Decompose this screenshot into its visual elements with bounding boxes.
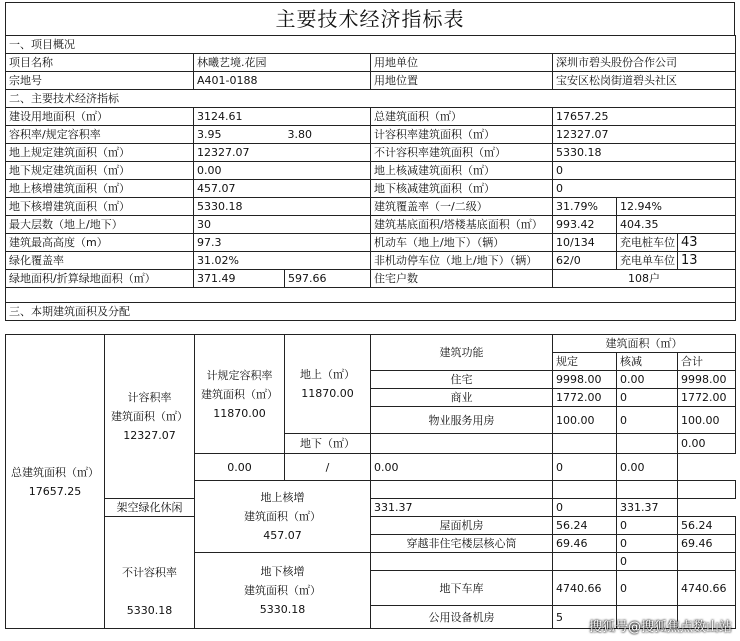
func-cell xyxy=(371,434,553,454)
cell: 97.3 xyxy=(194,234,371,252)
jr-area-cell xyxy=(105,335,195,499)
cell: 10/134 xyxy=(553,234,617,252)
func-cell xyxy=(371,481,553,499)
cell: 3.95 xyxy=(194,126,285,144)
cell: 100.00 xyxy=(678,407,736,434)
cell: 0.00 xyxy=(194,162,371,180)
cell: 机动车（地上/地下）（辆） xyxy=(371,234,553,252)
cell xyxy=(678,553,736,571)
cell xyxy=(617,481,678,499)
above-increase-unit: 建筑面积（㎡） xyxy=(244,510,321,523)
cell: 0 xyxy=(553,499,617,517)
cell: 5 xyxy=(553,606,617,629)
cell: 12.94% xyxy=(617,198,736,216)
below-increase-label: 地下核增 xyxy=(260,565,305,578)
cell: 林曦艺境.花园 xyxy=(194,54,371,72)
jr-value: 12327.07 xyxy=(123,429,176,442)
cell: 建筑覆盖率（一/二级） xyxy=(371,198,553,216)
func-cell: 物业服务用房 xyxy=(371,407,553,434)
below-increase-cell xyxy=(195,553,371,629)
non-far-value: 5330.18 xyxy=(126,604,173,617)
cell: 计容积率建筑面积（㎡） xyxy=(371,126,553,144)
cell: A401-0188 xyxy=(194,72,371,90)
cell: 31.02% xyxy=(194,252,371,270)
func-cell: 住宅 xyxy=(371,371,553,389)
cell: 0.00 xyxy=(678,434,736,454)
cell: 43 xyxy=(678,234,736,252)
cell: 绿地面积/折算绿地面积（㎡） xyxy=(6,270,194,288)
watermark: 搜狐号@搜狐焦点数山站 xyxy=(588,620,732,635)
cell: 30 xyxy=(194,216,371,234)
cell: 5330.18 xyxy=(194,198,371,216)
gd-value: 11870.00 xyxy=(213,406,266,420)
cell: 地上核增建筑面积（㎡） xyxy=(6,180,194,198)
cell: 69.46 xyxy=(678,535,736,553)
cell: 深圳市碧头股份合作公司 xyxy=(553,54,736,72)
cell: 0.00 xyxy=(617,454,678,481)
cell: 0 xyxy=(617,389,678,407)
func-cell xyxy=(371,553,553,571)
func-cell: / xyxy=(285,454,371,481)
cell: 56.24 xyxy=(553,517,617,535)
cell: 地下核增建筑面积（㎡） xyxy=(6,198,194,216)
cell: 0 xyxy=(617,535,678,553)
cell xyxy=(553,434,617,454)
cell xyxy=(553,481,617,499)
func-cell: 公用设备机房 xyxy=(371,606,553,629)
cell: 地上核减建筑面积（㎡） xyxy=(371,162,553,180)
cell: 0 xyxy=(617,517,678,535)
page-title: 主要技术经济指标表 xyxy=(5,2,735,35)
indicator-table xyxy=(5,35,736,321)
cell: 9998.00 xyxy=(553,371,617,389)
cell: 0 xyxy=(553,180,736,198)
cell: 0 xyxy=(617,553,678,571)
cell: 457.07 xyxy=(194,180,371,198)
area-header: 建筑面积（㎡） xyxy=(553,335,736,353)
cell: 项目名称 xyxy=(6,54,194,72)
func-cell: 地下车库 xyxy=(371,571,553,606)
spacer-row xyxy=(6,288,736,303)
cell: 3.80 xyxy=(285,126,371,144)
cell: 404.35 xyxy=(617,216,736,234)
above-ground-value: 11870.00 xyxy=(301,387,354,400)
cell xyxy=(678,481,736,499)
section-1-heading: 一、项目概况 xyxy=(6,36,736,54)
cell: 最大层数（地上/地下） xyxy=(6,216,194,234)
cell: 13 xyxy=(678,252,736,270)
cell: 0.00 xyxy=(371,454,553,481)
section-3-heading: 三、本期建筑面积及分配 xyxy=(6,303,736,321)
func-header: 建筑功能 xyxy=(371,335,553,371)
below-increase-unit: 建筑面积（㎡） xyxy=(244,584,321,597)
above-ground-label: 地上（㎡） xyxy=(300,368,355,381)
below-ground-value: 0.00 xyxy=(227,460,252,474)
cell: 371.49 xyxy=(194,270,285,288)
cell: 地下规定建筑面积（㎡） xyxy=(6,162,194,180)
func-cell: 穿越非住宅楼层核心筒 xyxy=(371,535,553,553)
func-cell: 商业 xyxy=(371,389,553,407)
cell: 331.37 xyxy=(371,499,553,517)
cell: 17657.25 xyxy=(553,108,736,126)
below-ground-label: 地下（㎡） xyxy=(300,437,355,450)
cell: 993.42 xyxy=(553,216,617,234)
cell xyxy=(617,434,678,454)
cell: 0 xyxy=(617,571,678,606)
cell: 100.00 xyxy=(553,407,617,434)
cell: 31.79% xyxy=(553,198,617,216)
cell: 108户 xyxy=(553,270,736,288)
gd-label: 计规定容积率 xyxy=(206,368,273,382)
below-ground-value-cell xyxy=(195,454,285,481)
total-area-cell xyxy=(6,335,105,629)
below-increase-value: 5330.18 xyxy=(259,603,306,616)
cell: 12327.07 xyxy=(194,144,371,162)
func-cell: 屋面机房 xyxy=(371,517,553,535)
non-far-label: 不计容积率 xyxy=(122,566,177,579)
cell: 1772.00 xyxy=(678,389,736,407)
non-far-cell xyxy=(105,517,195,629)
cell: 建设用地面积（㎡） xyxy=(6,108,194,126)
cell: 不计容积率建筑面积（㎡） xyxy=(371,144,553,162)
cell: 0.00 xyxy=(617,371,678,389)
cell: 地下核减建筑面积（㎡） xyxy=(371,180,553,198)
cell: 建筑基底面积/塔楼基底面积（㎡） xyxy=(371,216,553,234)
cell: 0 xyxy=(553,454,617,481)
total-area-value: 17657.25 xyxy=(28,484,82,498)
cell: 绿化覆盖率 xyxy=(6,252,194,270)
cell: 9998.00 xyxy=(678,371,736,389)
cell: 充电单车位 xyxy=(617,252,678,270)
cell: 69.46 xyxy=(553,535,617,553)
cell: 4740.66 xyxy=(678,571,736,606)
cell: 4740.66 xyxy=(553,571,617,606)
total-area-label: 总建筑面积（㎡） xyxy=(11,465,99,479)
cell: 宗地号 xyxy=(6,72,194,90)
jr-label: 计容积率 xyxy=(127,391,172,404)
cell: 0 xyxy=(617,407,678,434)
cell: 地上规定建筑面积（㎡） xyxy=(6,144,194,162)
above-increase-value: 457.07 xyxy=(263,529,302,542)
col-gd-header: 规定 xyxy=(553,353,617,371)
below-ground-cell xyxy=(285,434,371,454)
cell: 充电桩车位 xyxy=(617,234,678,252)
cell: 12327.07 xyxy=(553,126,736,144)
cell: 56.24 xyxy=(678,517,736,535)
cell: 5330.18 xyxy=(553,144,736,162)
col-hj-header: 核减 xyxy=(617,353,678,371)
jr-label-unit: 建筑面积（㎡） xyxy=(111,410,188,423)
gd-label-unit: 建筑面积（㎡） xyxy=(201,387,278,401)
cell: 1772.00 xyxy=(553,389,617,407)
section-2-heading: 二、主要技术经济指标 xyxy=(6,90,736,108)
cell: 非机动停车位（地上/地下）（辆） xyxy=(371,252,553,270)
cell: 用地位置 xyxy=(371,72,553,90)
cell: 总建筑面积（㎡） xyxy=(371,108,553,126)
cell: 3124.61 xyxy=(194,108,371,126)
area-distribution-table xyxy=(5,334,736,629)
cell xyxy=(553,553,617,571)
col-total-header: 合计 xyxy=(678,353,736,371)
cell: 宝安区松岗街道碧头社区 xyxy=(553,72,736,90)
cell: 331.37 xyxy=(617,499,678,517)
above-ground-cell xyxy=(285,335,371,434)
above-increase-label: 地上核增 xyxy=(260,491,305,504)
cell: 62/0 xyxy=(553,252,617,270)
cell: 597.66 xyxy=(285,270,371,288)
above-increase-cell xyxy=(195,481,371,553)
cell: 用地单位 xyxy=(371,54,553,72)
cell: 容积率/规定容积率 xyxy=(6,126,194,144)
cell: 0 xyxy=(553,162,736,180)
func-cell: 架空绿化休闲 xyxy=(105,499,195,517)
cell: 建筑最高高度（m） xyxy=(6,234,194,252)
cell: 住宅户数 xyxy=(371,270,553,288)
gd-area-cell xyxy=(195,335,285,454)
